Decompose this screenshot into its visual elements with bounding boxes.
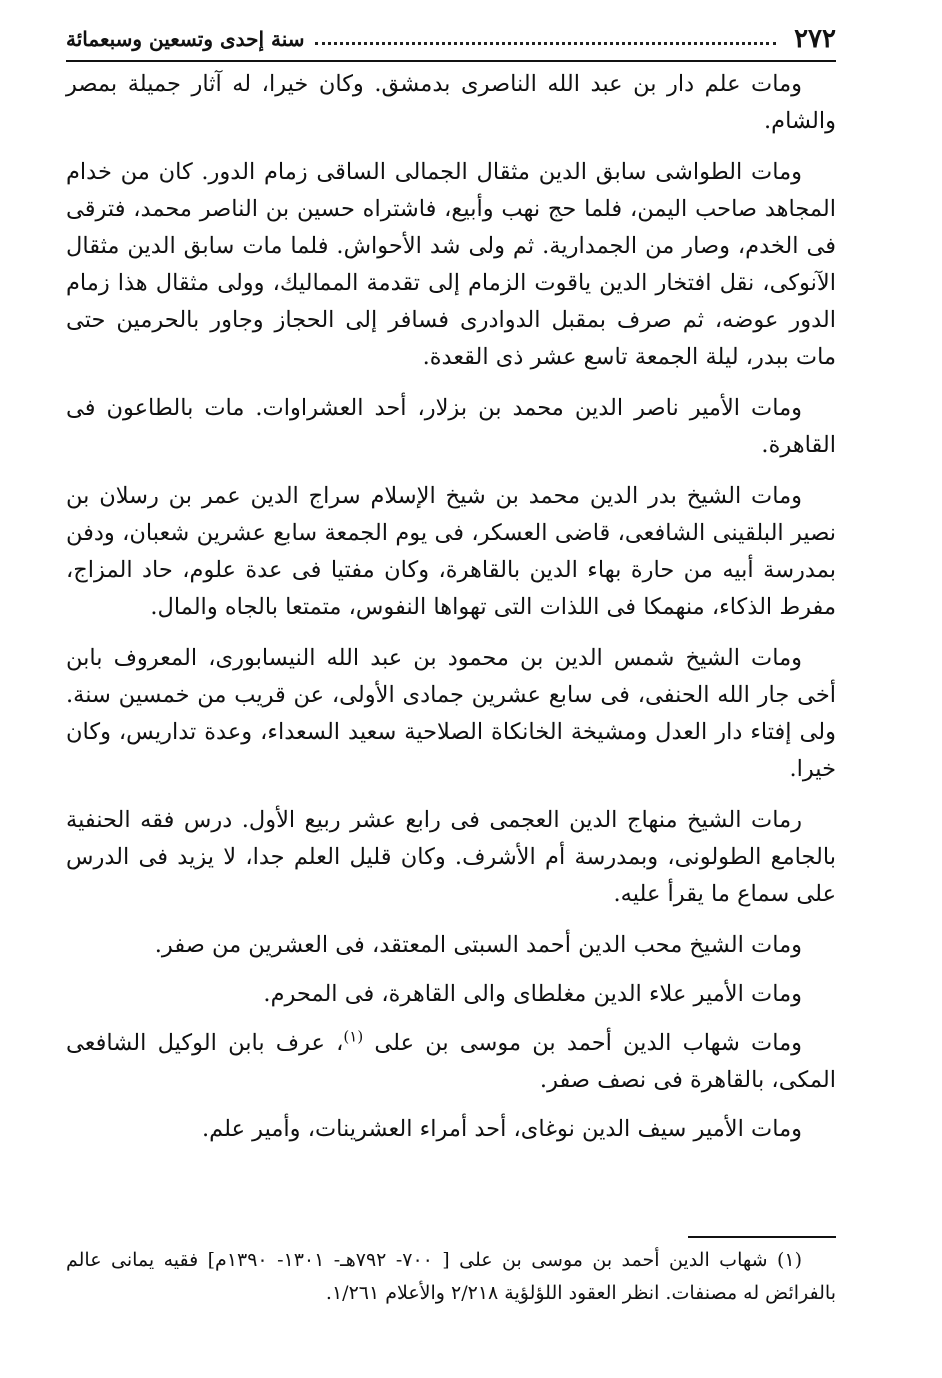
- footnote-marker: (١): [343, 1027, 364, 1046]
- paragraph-with-footnote: [66, 1025, 836, 1099]
- body-text: [66, 66, 836, 1160]
- paragraph: ومات الشيخ شمس الدين بن محمود بن عبد الله النيسابورى، المعروف بابن أخى جار الله الحنفى، فى سابع عشرين جمادى الأولى، عن قريب من خمسين سنة. ولى إفتاء دار العدل ومشيخة الخانكاة الصلاحية سعيد السعداء، وعدة تداريس، وكان خيرا.: [66, 645, 836, 782]
- paragraph: ومات الأمير ناصر الدين محمد بن بزلار، أحد العشراوات. مات بالطاعون فى القاهرة.: [66, 395, 836, 458]
- paragraph: ومات الشيخ محب الدين أحمد السبتى المعتقد، فى العشرين من صفر.: [154, 932, 802, 958]
- paragraph-text: ومات شهاب الدين أحمد بن موسى بن على: [374, 1030, 802, 1056]
- paragraph: ومات علم دار بن عبد الله الناصرى بدمشق. وكان خيرا، له آثار جميلة بمصر والشام.: [66, 71, 836, 134]
- page-number: ٢٧٢: [794, 24, 836, 54]
- page-header: [66, 18, 836, 62]
- footnote: (١) شهاب الدين أحمد بن موسى بن على [ ٧٠٠- ٧٩٢هـ- ١٣٠١- ١٣٩٠م] فقيه يمانى عالم بالفرائض له مصنفات. انظر العقود اللؤلؤية ٢/٢١٨ والأعلام ١/٢٦١.: [66, 1249, 836, 1304]
- paragraph: ومات الشيخ بدر الدين محمد بن شيخ الإسلام سراج الدين عمر بن رسلان بن نصير البلقينى الشافعى، قاضى العسكر، فى يوم الجمعة سابع عشرين شعبان، ودفن بمدرسة أبيه من حارة بهاء الدين بالقاهرة، وكان مفتيا فى عدة علوم، حاد المزاج، مفرط الذكاء، منهمكا فى اللذات التى تهواها النفوس، متمتعا بالجاه والمال.: [66, 483, 836, 620]
- paragraph: ومات الأمير علاء الدين مغلطاى والى القاهرة، فى المحرم.: [263, 981, 802, 1007]
- paragraph-text: ، عرف بابن الوكيل الشافعى المكى، بالقاهرة فى نصف صفر.: [66, 1030, 836, 1093]
- paragraph: رمات الشيخ منهاج الدين العجمى فى رابع عشر ربيع الأول. درس فقه الحنفية بالجامع الطولونى، وبمدرسة أم الأشرف. وكان قليل العلم جدا، لا يزيد فى الدرس على سماع ما يقرأ عليه.: [66, 807, 836, 907]
- paragraph: ومات الأمير سيف الدين نوغاى، أحد أمراء العشرينات، وأمير علم.: [202, 1116, 802, 1142]
- header-leader-dots: [315, 42, 777, 45]
- footnote-separator: [688, 1236, 836, 1238]
- running-title: سنة إحدى وتسعين وسبعمائة: [66, 27, 305, 51]
- paragraph: ومات الطواشى سابق الدين مثقال الجمالى الساقى زمام الدور. كان من خدام المجاهد صاحب اليمن، فلما حج نهب وأبيع، فاشتراه حسين بن الناصر محمد، فترقى فى الخدم، وصار من الجمدارية. ثم ولى شد الأحواش. فلما مات سابق الدين مثقال الآنوكى، نقل افتخار الدين ياقوت الزمام إلى تقدمة المماليك، وولى مثقال هذا زمام الدور عوضه، ثم صرف بمقبل الدوادرى فسافر إلى الحجاز وجاور بالحرمين حتى مات ببدر، ليلة الجمعة تاسع عشر ذى القعدة.: [66, 159, 836, 370]
